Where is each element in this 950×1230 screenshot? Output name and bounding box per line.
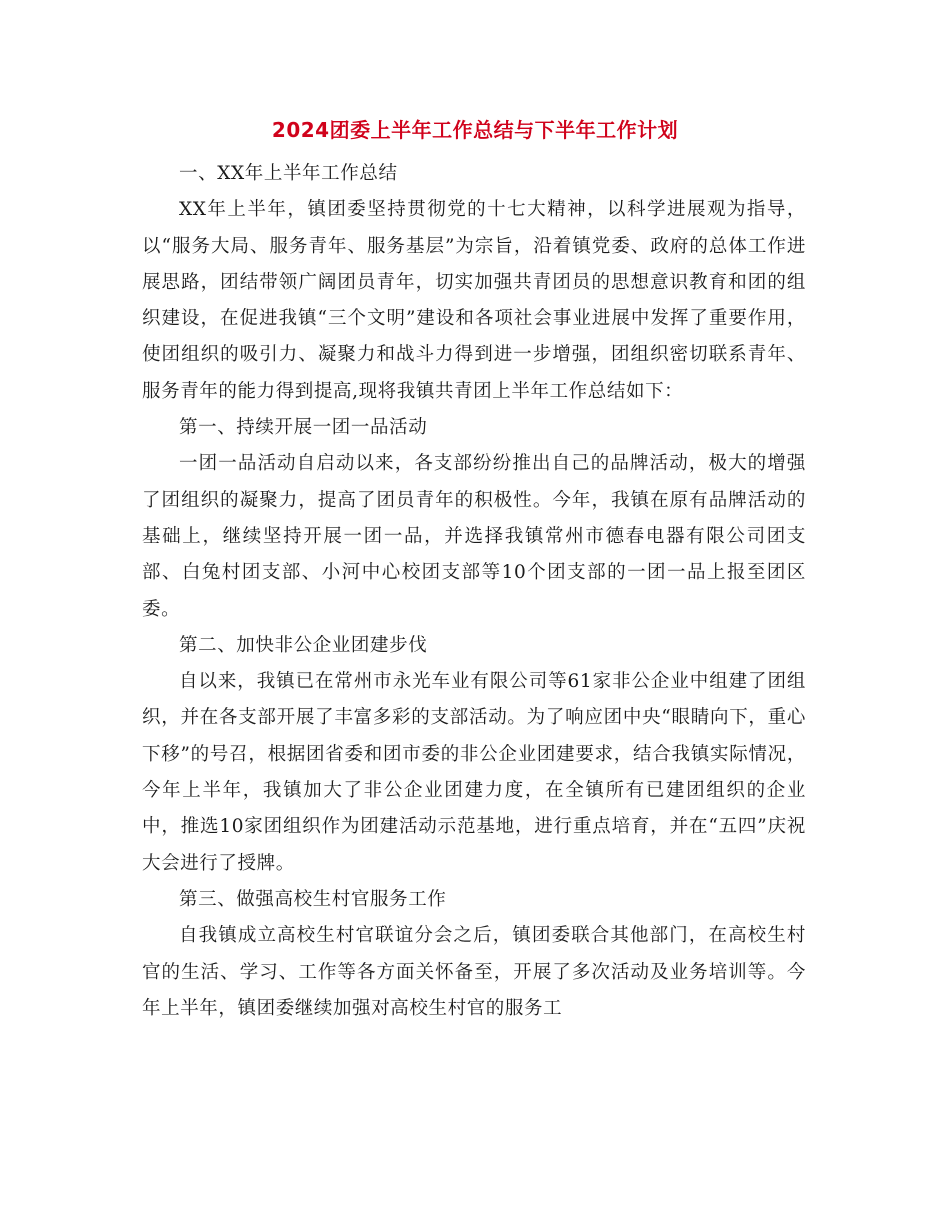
item-heading-3: 第三、做强高校生村官服务工作 [179,888,447,910]
item-paragraph-1: 一团一品活动自启动以来，各支部纷纷推出自己的品牌活动，极大的增强了团组织的凝聚力，提高了团员青年的积极性。今年，我镇在原有品牌活动的基础上，继续坚持开展一团一品，并选择我镇常州市德春电器有限公司团支部、白兔村团支部、小河中心校团支部等10个团支部的一团一品上报至团区委。 [142,453,806,620]
document-title: 2024团委上半年工作总结与下半年工作计划 [271,118,679,142]
item-heading-1: 第一、持续开展一团一品活动 [179,417,428,439]
item-heading-2: 第二、加快非公企业团建步伐 [179,634,428,656]
intro-paragraph: XX年上半年，镇团委坚持贯彻党的十七大精神，以科学进展观为指导，以“服务大局、服务青年、服务基层”为宗旨，沿着镇党委、政府的总体工作进展思路，团结带领广阔团员青年，切实加强共青团员的思想意识教育和团的组织建设，在促进我镇“三个文明”建设和各项社会事业进展中发挥了重要作用，使团组织的吸引力、凝聚力和战斗力得到进一步增强，团组织密切联系青年、服务青年的能力得到提高,现将我镇共青团上半年工作总结如下： [142,199,806,402]
item-paragraph-3: 自我镇成立高校生村官联谊分会之后，镇团委联合其他部门，在高校生村官的生活、学习、工作等各方面关怀备至，开展了多次活动及业务培训等。今年上半年，镇团委继续加强对高校生村官的服务工 [142,925,806,1019]
document-body [142,156,806,1027]
item-paragraph-2: 自以来，我镇已在常州市永光车业有限公司等61家非公企业中组建了团组织，并在各支部开展了丰富多彩的支部活动。为了响应团中央“眼睛向下，重心下移”的号召，根据团省委和团市委的非公企业团建要求，结合我镇实际情况，今年上半年，我镇加大了非公企业团建力度，在全镇所有已建团组织的企业中，推选10家团组织作为团建活动示范基地，进行重点培育，并在“五四”庆祝大会进行了授牌。 [142,671,806,874]
section-heading-summary: 一、XX年上半年工作总结 [179,163,398,184]
